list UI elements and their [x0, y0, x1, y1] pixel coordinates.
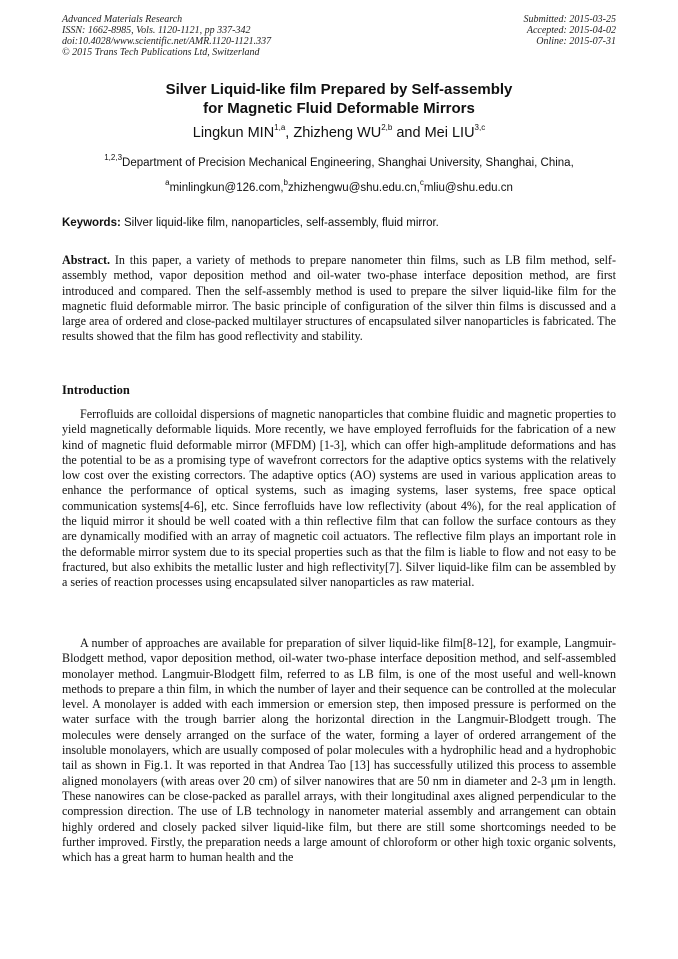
paper-title — [0, 80, 678, 118]
journal-doi: doi:10.4028/www.scientific.net/AMR.1120-1121.337 — [62, 36, 272, 47]
section-heading-introduction: Introduction — [62, 383, 130, 397]
email-sup: a — [165, 178, 170, 188]
affiliation-sup: 1,2,3 — [104, 153, 123, 163]
author-affil-sup: 1,a — [274, 123, 286, 133]
keywords — [62, 216, 616, 230]
author-separator: and — [392, 125, 425, 141]
email-address: minlingkun@126.com, — [169, 182, 284, 194]
email-sup: c — [419, 178, 424, 188]
email-address: mliu@shu.edu.cn — [423, 182, 513, 194]
keywords-text: Silver liquid-like film, nanoparticles, self-assembly, fluid mirror. — [120, 217, 439, 229]
abstract — [62, 253, 616, 345]
abstract-text: In this paper, a variety of methods to prepare nanometer thin films, such as LB film method, self-assembly method, vapor deposition method and oil-water two-phase interface deposition method, are first introduced and compared. Then the self-assembly method is used to prepare the silver liquid-like film for the magnetic fluid deformable mirror. The basic principle of configuration of the silver thin films is discussed and a large area of ordered and close-packed multilayer structures of encapsulated silver nanoparticles is fabricated. The results showed that the film has good reflectivity and stability. — [62, 253, 616, 344]
online-date: Online: 2015-07-31 — [536, 36, 616, 47]
affiliation — [0, 153, 678, 170]
dates-header — [524, 14, 617, 47]
accepted-date: Accepted: 2015-04-02 — [526, 25, 616, 36]
affiliation-text: Department of Precision Mechanical Engineering, Shanghai University, Shanghai, China, — [122, 157, 574, 169]
email-sup: b — [283, 178, 288, 188]
email-address: zhizhengwu@shu.edu.cn, — [287, 182, 420, 194]
journal-name: Advanced Materials Research — [62, 14, 183, 25]
author-affil-sup: 2,b — [381, 123, 393, 133]
intro-paragraph-2: A number of approaches are available for preparation of silver liquid-like film[8-12], for example, Langmuir-Blodgett method, vapor deposition method, oil-water two-phase interface deposition method, and self-assembled monolayer method. Langmuir-Blodgett film, referred to as LB film, is one of the most useful and well-known methods to prepare a thin film, in which the number of layer and their sequence can be controlled at the molecular level. A monolayer is added with each immersion or emersion step, then imposed pressure is performed on the water surface with the trough barrier along the horizontal direction in the Langmuir-Blodgett trough. The molecules were densely arranged on the surface of the water, forming a layer of ordered arrangement of the insoluble monolayers, which are usually composed of polar molecules with a hydrophilic head and a hydrophobic tail as shown in Fig.1. It was reported in that Andrea Tao [13] has successfully utilized this process to assemble aligned monolayers (with areas over 20 cm) of silver nanowires that are 50 nm in diameter and 2-3 μm in length. These nanowires can be close-packed as parallel arrays, with their longitudinal axes aligned perpendicular to the compression direction. The use of LB technology in nanometer material assembly and arrangement can obtain highly ordered and closely packed silver liquid-like film, but there are still some shortcomings needed to be further improved. Firstly, the preparation needs a large amount of chloroform or other high toxic organic solvents, which has a great harm to human health and the — [62, 636, 616, 865]
keywords-label: Keywords: — [62, 217, 121, 229]
journal-header — [62, 14, 271, 58]
author-name: Mei LIU — [424, 125, 475, 141]
journal-issn: ISSN: 1662-8985, Vols. 1120-1121, pp 337-342 — [62, 25, 251, 36]
intro-paragraph-1: Ferrofluids are colloidal dispersions of magnetic nanoparticles that combine fluidic and magnetic properties to yield magnetically deformable liquids. More recently, we have employed ferrofluids for the fabrication of a new kind of magnetic fluid deformable mirror (MFDM) [1-3], which can offer high-amplitude deformations and has the potential to be as a promising type of wavefront correctors for the adaptive optics systems with the relatively low cost over the existing correctors. The adaptive optics (AO) systems are used in various application areas to enhance the performance of optical systems, such as imaging systems, laser systems, free space optical communication systems[4-6], etc. Since ferrofluids have low reflectivity (about 4%), for the real application of the liquid mirror it should be well coated with a thin reflective film that can follow the surface contours as they are dynamically modified with an array of magnetic coil actuators. The reflective film plays an important role in the deformable mirror system due to its special properties such as that the film is liable to flow and not easy to be fractured, but also exhibits the metallic luster and high reflectivity[7]. Silver liquid-like film can be assembled by a series of reaction processes using encapsulated silver nanoparticles as raw material. — [62, 407, 616, 590]
email-list — [0, 178, 678, 195]
submitted-date: Submitted: 2015-03-25 — [523, 14, 616, 25]
author-name: Lingkun MIN — [192, 125, 275, 141]
journal-copyright: © 2015 Trans Tech Publications Ltd, Switzerland — [62, 47, 260, 58]
abstract-label: Abstract. — [62, 253, 111, 267]
author-name: Zhizheng WU — [293, 125, 382, 141]
author-affil-sup: 3,c — [474, 123, 486, 133]
author-list — [0, 124, 678, 142]
title-line-2: for Magnetic Fluid Deformable Mirrors — [203, 100, 475, 117]
author-separator: , — [285, 125, 294, 141]
title-line-1: Silver Liquid-like film Prepared by Self-assembly — [165, 81, 513, 98]
